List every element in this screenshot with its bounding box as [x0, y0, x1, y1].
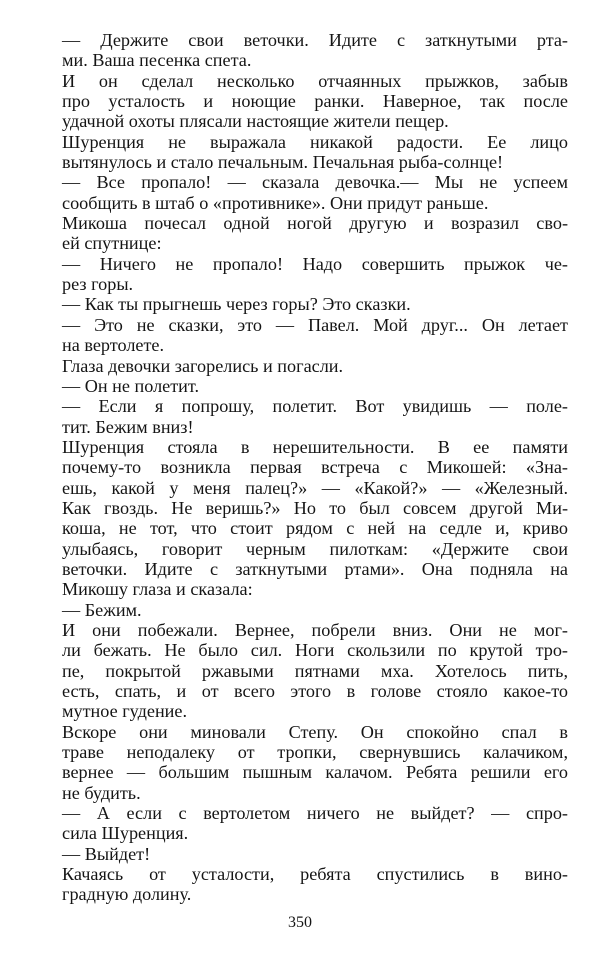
- text-line: градную долину.: [62, 884, 192, 905]
- text-line: не будить.: [62, 782, 141, 803]
- text-line: Шуренция стояла в нерешительности. В ее памяти: [62, 436, 568, 457]
- text-line: — Все пропало! — сказала девочка.— Мы не успеем: [62, 172, 568, 193]
- text-line: траве неподалеку от тропки, свернувшись калачиком,: [62, 742, 568, 763]
- text-line: Микошу глаза и сказала:: [62, 579, 253, 600]
- text-line: мутное гудение.: [62, 701, 188, 722]
- text-line: — Он не полетит.: [62, 375, 200, 396]
- text-line: — Ничего не пропало! Надо совершить прыжок че-: [62, 253, 568, 274]
- text-line: — Как ты прыгнешь через горы? Это сказки.: [62, 294, 411, 315]
- text-line: улыбаясь, говорит черным пилоткам: «Держите свои: [62, 538, 568, 559]
- text-line: на вертолете.: [62, 335, 165, 356]
- text-line: сила Шуренция.: [62, 823, 189, 844]
- text-line: ми. Ваша песенка спета.: [62, 50, 252, 71]
- text-line: тит. Бежим вниз!: [62, 416, 194, 437]
- text-line: сообщить в штаб о «противнике». Они придут раньше.: [62, 192, 489, 213]
- text-line: вытянулось и стало печальным. Печальная рыба-солнце!: [62, 152, 504, 173]
- text-line: про усталость и ноющие ранки. Наверное, так после: [62, 91, 568, 112]
- text-line: веточки. Идите с заткнутыми ртами». Она подняла на: [62, 558, 568, 579]
- text-line: И они побежали. Вернее, побрели вниз. Они не мог-: [62, 619, 568, 640]
- text-line: И он сделал несколько отчаянных прыжков, забыв: [62, 70, 568, 91]
- text-line: Вскоре они миновали Степу. Он спокойно спал в: [62, 721, 568, 742]
- text-line: — А если с вертолетом ничего не выйдет? — спро-: [62, 803, 568, 824]
- text-line: — Выйдет!: [62, 843, 151, 864]
- page-number: 350: [288, 914, 312, 931]
- body-text: [62, 30, 568, 905]
- text-line: Качаясь от усталости, ребята спустились в вино-: [62, 864, 568, 885]
- text-line: почему-то возникла первая встреча с Микошей: «Зна-: [62, 457, 568, 478]
- text-line: рез горы.: [62, 274, 134, 295]
- text-line: Глаза девочки загорелись и погасли.: [62, 355, 344, 376]
- text-line: ей спутнице:: [62, 233, 162, 254]
- text-line: — Держите свои веточки. Идите с заткнутыми рта-: [62, 30, 568, 50]
- text-line: есть, спать, и от всего этого в голове стояло какое-то: [62, 681, 568, 701]
- text-line: пе, покрытой ржавыми пятнами мха. Хотелось пить,: [62, 660, 568, 681]
- text-line: вернее — большим пышным калачом. Ребята решили его: [62, 762, 568, 783]
- text-line: ли бежать. Не было сил. Ноги скользили по крутой тро-: [62, 640, 568, 661]
- text-line: удачной охоты плясали настоящие жители пещер.: [62, 111, 449, 132]
- text-line: Шуренция не выражала никакой радости. Ее лицо: [62, 131, 568, 152]
- text-line: — Это не сказки, это — Павел. Мой друг... Он летает: [62, 314, 568, 335]
- text-line: Как гвоздь. Не веришь?» Но то был совсем другой Ми-: [62, 497, 568, 518]
- text-line: Микоша почесал одной ногой другую и возразил сво-: [62, 213, 568, 234]
- text-line: — Бежим.: [62, 599, 142, 620]
- text-line: ешь, какой у меня палец?» — «Какой?» — «Железный.: [62, 477, 568, 498]
- text-line: — Если я попрошу, полетит. Вот увидишь — поле-: [62, 396, 568, 417]
- text-line: коша, не тот, что стоит рядом с ней на седле и, криво: [62, 518, 568, 539]
